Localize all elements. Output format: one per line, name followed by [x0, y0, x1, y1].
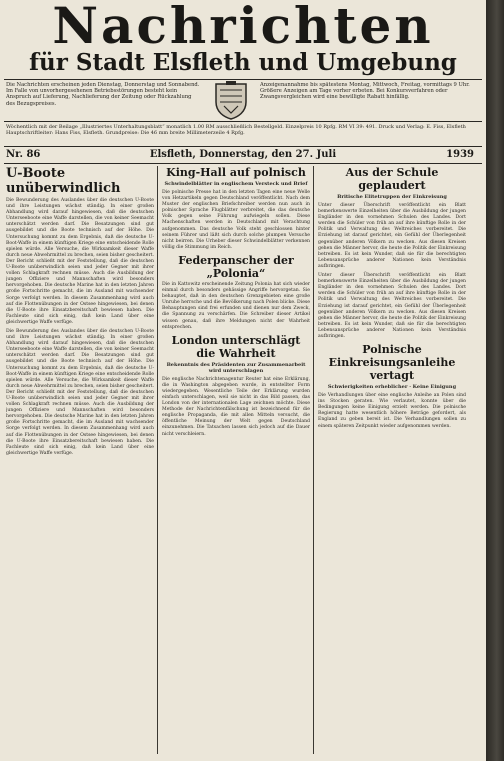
info-rule — [4, 121, 482, 122]
article-body-polonia: Die in Kattowitz erscheinende Zeitung Polonia hat sich wieder einmal durch besonders gehässige Angriffe hervorgetan. Sie behauptet, daß in den deutschen Grenzgebieten eine große Unruhe herrsche und die Bevölkerung nach Polen blicke. Diese Behauptungen sind frei erfunden und dienen nur dem Zweck, die Spannung zu verschärfen. Die Schreiber dieser Artikel wissen genau, daß ihre Meldungen nicht der Wahrheit entsprechen. — [162, 281, 310, 330]
issue-number: Nr. 86 — [6, 149, 41, 160]
subscription-notice: Wöchentlich mit der Beilage „Illustriertes Unterhaltungsblatt“ monatlich 1.00 RM ausschließlich Bestellgeld. Einzelpreis 10 Rpfg. RM VI 39: 491. Druck und Verlag: E. Fiss, Elsfleth Hauptschriftleiter: Hans Fiss, Elsfleth. Grundpreise: Die 46 mm breite Millimeterzeile 4 Rpfg. — [6, 124, 466, 137]
article-body-schule: Unter dieser Überschrift veröffentlicht ein Blatt bemerkenswerte Einzelheiten über die Ausbildung der jungen Engländer in den vornehmen Schulen des Landes. Dort werden die Schüler von früh an auf ihre künftige Rolle in der Politik und Verwaltung des Weltreiches vorbereitet. Die Erziehung ist darauf gerichtet, ein Gefühl der Überlegenheit gegenüber anderen Völkern zu wecken. Aus diesen Kreisen gehen die Männer hervor, die heute die Politik der Einkreisung betreiben. Es ist kein Wunder, daß sie für die berechtigten Lebensansprüche anderer Nationen kein Verständnis aufbringen. — [318, 203, 466, 269]
article-body-uboote-cont: Die Bewunderung des Auslandes über die deutschen U-Boote und ihre Leistungen wächst ständig. In einer großen Abhandlung wird darauf hingewiesen, daß die deutschen Unterseeboote eine Waffe darstellen, die von keiner Seemacht unterschätzt werden darf. Die Besatzungen sind gut ausgebildet und die Boote technisch auf der Höhe. Die Untersuchung kommt zu dem Ergebnis, daß die deutsche U-Boot-Waffe in einem künftigen Kriege eine entscheidende Rolle spielen würde. Alle Versuche, die Wirksamkeit dieser Waffe durch neue Abwehrmittel zu brechen, seien bisher gescheitert. Der Bericht schließt mit der Feststellung, daß die deutschen U-Boote unüberwindlich seien und jeder Gegner mit ihrer vollen Schlagkraft rechnen müsse. Auch die Ausbildung der jungen Offiziere und Mannschaften wird besonders hervorgehoben. Die deutsche Marine hat in den letzten Jahren große Fortschritte gemacht, die im Ausland mit wachsender Sorge verfolgt werden. In diesem Zusammenhang wird auch auf die Flottenübungen in der Ostsee hingewiesen, bei denen die U-Boote ihre Einsatzbereitschaft bewiesen haben. Die Fachleute sind sich einig, daß kein Land über eine gleichwertige Waffe verfüge. — [6, 328, 154, 456]
issue-year: 1939 — [446, 149, 474, 160]
article-body-anleihe: Die Verhandlungen über eine englische Anleihe an Polen sind ins Stocken geraten. Wie verlautet, konnte über die Bedingungen keine Einigung erzielt werden. Die polnische Regierung hatte wesentlich höhere Beträge gefordert, als England zu geben bereit ist. Die Verhandlungen sollen zu einem späteren Zeitpunkt wieder aufgenommen werden. — [318, 393, 466, 429]
article-subline-london: Bekenntnis des Präsidenten zur Zusammenarbeit wird unterschlagen — [166, 361, 306, 374]
column-1 — [6, 166, 154, 754]
publication-info-left: Die Nachrichten erscheinen jeden Dienstag, Donnerstag und Sonnabend. Im Falle von unvorhergesehenen Betriebsstörungen besteht kein Anspruch auf Lieferung, Nachlieferung der Zeitung oder Rückzahlung des Bezugspreises. — [6, 82, 200, 107]
article-subline-anleihe: Schwierigkeiten erheblicher · Keine Einigung — [327, 384, 457, 391]
issue-date: Elsfleth, Donnerstag, den 27. Juli — [149, 149, 337, 160]
column-divider — [157, 166, 158, 754]
article-headline-uboote: U-Boote unüberwindlich — [6, 166, 121, 196]
article-headline-anleihe: Polnische Einkreisungsanleihe vertagt — [328, 343, 456, 383]
article-headline-schule: Aus der Schule geplaudert — [345, 166, 439, 192]
article-headline-london: London unterschlägt die Wahrheit — [171, 333, 301, 360]
article-subline-kinghall: Schwindelblätter in englischem Versteck und Brief — [164, 181, 308, 187]
notice-rule — [4, 146, 482, 147]
dateline — [6, 148, 480, 162]
book-gutter — [486, 0, 504, 761]
article-subline-schule: Britische Elitetruppen der Einkreisung — [337, 194, 447, 200]
article-headline-kinghall: King-Hall auf polnisch — [166, 166, 306, 179]
city-seal-icon — [212, 80, 250, 120]
article-body-uboote: Die Bewunderung des Auslandes über die deutschen U-Boote und ihre Leistungen wächst ständig. In einer großen Abhandlung wird darauf hingewiesen, daß die deutschen Unterseeboote eine Waffe darstellen, die von keiner Seemacht unterschätzt werden darf. Die Besatzungen sind gut ausgebildet und die Boote technisch auf der Höhe. Die Untersuchung kommt zu dem Ergebnis, daß die deutsche U-Boot-Waffe in einem künftigen Kriege eine entscheidende Rolle spielen würde. Alle Versuche, die Wirksamkeit dieser Waffe durch neue Abwehrmittel zu brechen, seien bisher gescheitert. Der Bericht schließt mit der Feststellung, daß die deutschen U-Boote unüberwindlich seien und jeder Gegner mit ihrer vollen Schlagkraft rechnen müsse. Auch die Ausbildung der jungen Offiziere und Mannschaften wird besonders hervorgehoben. Die deutsche Marine hat in den letzten Jahren große Fortschritte gemacht, die im Ausland mit wachsender Sorge verfolgt werden. In diesem Zusammenhang wird auch auf die Flottenübungen in der Ostsee hingewiesen, bei denen die U-Boote ihre Einsatzbereitschaft bewiesen haben. Die Fachleute sind sich einig, daß kein Land über eine gleichwertige Waffe verfüge. — [6, 198, 154, 325]
masthead-subtitle: für Stadt Elsfleth und Umgebung — [29, 50, 457, 76]
column-2 — [162, 166, 310, 754]
article-body-kinghall: Die polnische Presse hat in den letzten Tagen eine neue Welle von Hetzartikeln gegen Deutschland veröffentlicht. Nach dem Muster der englischen Briefschreiber werden nun auch in polnischer Sprache Flugblätter verbreitet, die das deutsche Volk gegen seine Führung aufwiegeln sollen. Diese Machenschaften werden in Deutschland mit Verachtung aufgenommen. Das deutsche Volk steht geschlossen hinter seinem Führer und läßt sich durch solche plumpen Versuche nicht beirren. Die Urheber dieser Schwindelblätter verkennen völlig die Stimmung im Reich. — [162, 190, 310, 250]
article-body-schule-cont: Unter dieser Überschrift veröffentlicht ein Blatt bemerkenswerte Einzelheiten über die Ausbildung der jungen Engländer in den vornehmen Schulen des Landes. Dort werden die Schüler von früh an auf ihre künftige Rolle in der Politik und Verwaltung des Weltreiches vorbereitet. Die Erziehung ist darauf gerichtet, ein Gefühl der Überlegenheit gegenüber anderen Völkern zu wecken. Aus diesen Kreisen gehen die Männer hervor, die heute die Politik der Einkreisung betreiben. Es ist kein Wunder, daß sie für die berechtigten Lebensansprüche anderer Nationen kein Verständnis aufbringen. — [318, 273, 466, 339]
column-divider — [313, 166, 314, 754]
article-headline-polonia: Federpanscher der „Polonia“ — [178, 253, 294, 280]
publication-info-right: Anzeigenannahme bis spätestens Montag, Mittwoch, Freitag, vormittags 9 Uhr. Größere Anzeigen am Tage vorher erbeten. Bei Konkursverfahren oder Zwangsvergleichen wird eine bewilligte Rabatt hinfällig. — [260, 82, 470, 101]
dateline-rule — [4, 163, 482, 164]
column-3 — [318, 166, 466, 754]
article-body-london: Die englische Nachrichtenagentur Reuter hat eine Erklärung, die in Washington abgegeben wurde, in entstellter Form wiedergegeben. Wesentliche Teile der Erklärung wurden einfach unterschlagen, weil sie nicht in das Bild passen, das London von der internationalen Lage zeichnen möchte. Diese Methode der Nachrichtenfälschung ist bezeichnend für die englische Propaganda, die mit allen Mitteln versucht, die öffentliche Meinung der Welt gegen Deutschland einzunehmen. Die Tatsachen lassen sich jedoch auf die Dauer nicht verschleiern. — [162, 376, 310, 437]
masthead-title: Nachrichten — [52, 4, 434, 48]
